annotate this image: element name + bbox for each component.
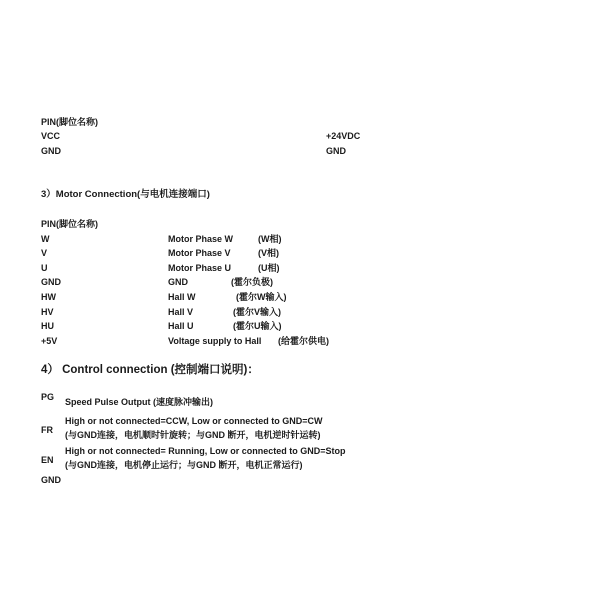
control-desc-fr-line1: High or not connected=CCW, Low or connected to GND=CW: [65, 416, 323, 426]
control-pin-en: EN: [41, 455, 54, 465]
motor-desc-w: Motor Phase W: [168, 234, 234, 244]
motor-pin-w: W: [41, 234, 50, 244]
motor-note-5v: (给霍尔供电): [278, 336, 329, 346]
motor-section-title: 3）Motor Connection(与电机连接端口): [41, 189, 210, 200]
motor-note-hv: (霍尔V输入): [233, 307, 281, 317]
motor-pin-header: PIN(脚位名称): [41, 219, 98, 229]
motor-note-hw: (霍尔W输入): [236, 292, 287, 302]
motor-desc-hv: Hall V: [168, 307, 194, 317]
motor-desc-5v: Voltage supply to Hall: [168, 336, 262, 346]
control-desc-en-line1: High or not connected= Running, Low or connected to GND=Stop: [65, 446, 346, 456]
motor-pin-5v: +5V: [41, 336, 58, 346]
motor-note-u: (U相): [258, 263, 280, 273]
control-section-title: 4） Control connection (控制端口说明)：: [41, 364, 259, 376]
motor-desc-u: Motor Phase U: [168, 263, 232, 273]
control-pin-gnd: GND: [41, 475, 61, 485]
motor-pin-hv: HV: [41, 307, 54, 317]
power-pin-vcc: VCC: [41, 131, 61, 141]
motor-note-w: (W相): [258, 234, 282, 244]
motor-pin-u: U: [41, 263, 48, 273]
motor-desc-gnd: GND: [168, 277, 188, 287]
motor-note-gnd: (霍尔负极): [231, 277, 273, 287]
control-pin-pg: PG: [41, 392, 55, 402]
power-desc-vcc: +24VDC: [326, 131, 361, 141]
power-desc-gnd: GND: [326, 146, 346, 156]
motor-pin-v: V: [41, 248, 48, 258]
control-desc-en-line2: (与GND连接，电机停止运行；与GND 断开，电机正常运行): [65, 460, 303, 470]
motor-desc-hu: Hall U: [168, 321, 194, 331]
motor-note-hu: (霍尔U输入): [233, 321, 282, 331]
control-desc-pg: Speed Pulse Output (速度脉冲输出): [65, 397, 214, 407]
power-pin-gnd: GND: [41, 146, 61, 156]
control-pin-fr: FR: [41, 425, 53, 435]
motor-desc-hw: Hall W: [168, 292, 196, 302]
motor-note-v: (V相): [258, 248, 279, 258]
motor-pin-hw: HW: [41, 292, 56, 302]
motor-desc-v: Motor Phase V: [168, 248, 231, 258]
motor-pin-hu: HU: [41, 321, 54, 331]
control-desc-fr-line2: (与GND连接，电机顺时针旋转；与GND 断开，电机逆时针运转): [65, 430, 321, 440]
motor-pin-gnd: GND: [41, 277, 61, 287]
power-pin-header: PIN(脚位名称): [41, 117, 98, 127]
